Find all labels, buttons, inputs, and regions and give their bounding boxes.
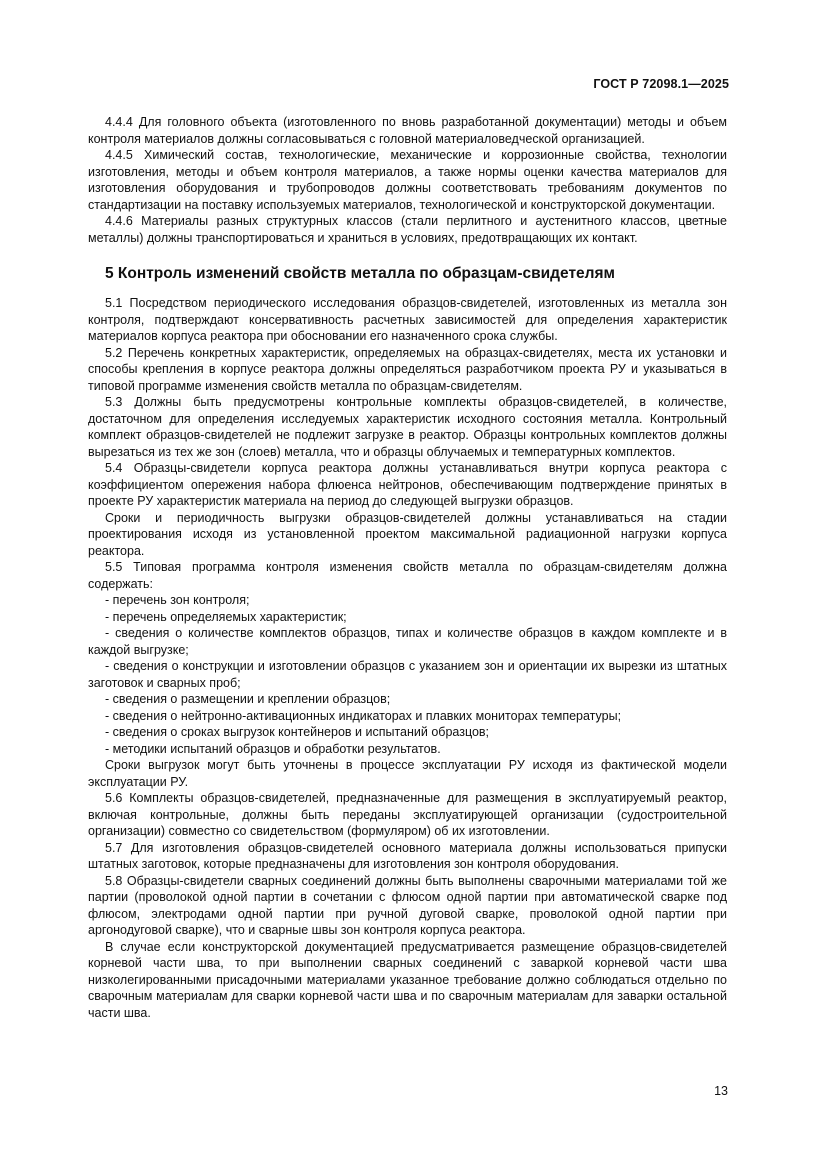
list-item: - перечень зон контроля; [105, 593, 250, 607]
paragraph: 4.4.6 Материалы разных структурных классов (стали перлитного и аустенитного классов, цветные металлы) должны транспортироваться и храниться в условиях, предотвращающих их контакт. [88, 214, 727, 245]
program-contents-list [88, 592, 727, 757]
list-item: - методики испытаний образцов и обработки результатов. [105, 741, 441, 756]
paragraph: 5.7 Для изготовления образцов-свидетелей основного материала должны использоваться припуски штатных заготовок, которые предназначены для изготовления зон контроля оборудования. [88, 840, 727, 871]
paragraph: 5.6 Комплекты образцов-свидетелей, предназначенные для размещения в эксплуатируемый реактор, включая контрольные, должны быть переданы эксплуатирующей организации (судостроительной организации) совместно со свидетельством (формуляром) об их изготовлении. [88, 791, 727, 838]
paragraph: 5.8 Образцы-свидетели сварных соединений должны быть выполнены сварочными материалами той же партии (проволокой одной партии в сочетании с флюсом одной партии при автоматической сварке под флюсом, электродами одной партии при ручной дуговой сварке, проволокой одной партии при аргонодуговой сварке), что и сварные швы зон контроля корпуса реактора. [88, 873, 727, 937]
list-item: - сведения о конструкции и изготовлении образцов с указанием зон и ориентации их вырезки из штатных заготовок и сварных проб; [88, 659, 727, 690]
paragraph: 5.5 Типовая программа контроля изменения свойств металла по образцам-свидетелям должна содержать: [88, 560, 727, 591]
paragraph: Сроки выгрузок могут быть уточнены в процессе эксплуатации РУ исходя из фактической модели эксплуатации РУ. [88, 758, 727, 789]
list-item: - сведения о количестве комплектов образцов, типах и количестве образцов в каждом комплекте и в каждой выгрузке; [88, 626, 727, 657]
list-item: - сведения о сроках выгрузок контейнеров и испытаний образцов; [105, 725, 490, 739]
paragraph: 4.4.4 Для головного объекта (изготовленного по вновь разработанной документации) методы и объем контроля материалов должны согласовываться с головной материаловедческой организацией. [88, 115, 727, 146]
paragraph: 4.4.5 Химический состав, технологические, механические и коррозионные свойства, технологии изготовления, методы и объем контроля материалов, а также нормы оценки качества материалов для изготовления оборудования и трубопроводов должны соответствовать требованиям документов по стандартизации на поставку используемых материалов, технологической и конструкторской документации. [88, 148, 727, 212]
paragraph: 5.3 Должны быть предусмотрены контрольные комплекты образцов-свидетелей, в количестве, достаточном для определения исследуемых характеристик исходного состояния металла. Контрольный комплект образцов-свидетелей не подлежит загрузке в реактор. Образцы контрольных комплектов должны вырезаться из тех же зон (слоев) металла, что и образцы облучаемых и температурных комплектов. [88, 395, 727, 459]
document-id-header: ГОСТ Р 72098.1—2025 [593, 77, 729, 91]
paragraph: 5.2 Перечень конкретных характеристик, определяемых на образцах-свидетелях, места их установки и способы крепления в корпусе реактора должны определяться разработчиком проекта РУ и указываться в типовой программе изменения свойств металла по образцам-свидетелям. [88, 345, 727, 393]
paragraph: Сроки и периодичность выгрузки образцов-свидетелей должны устанавливаться на стадии проектирования исходя из установленной проектом максимальной радиационной нагрузки корпуса реактора. [88, 510, 727, 558]
document-body [88, 114, 727, 1021]
section-heading: 5 Контроль изменений свойств металла по образцам-свидетелям [105, 265, 616, 282]
page-number: 13 [714, 1084, 728, 1098]
paragraph: 5.4 Образцы-свидетели корпуса реактора должны устанавливаться внутри корпуса реактора с коэффициентом опережения набора флюенса нейтронов, обеспечивающим подтверждение принятых в проекте РУ характеристик материала на период до следующей выгрузки образцов. [88, 461, 727, 508]
paragraph: 5.1 Посредством периодического исследования образцов-свидетелей, изготовленных из металла зон контроля, подтверждают консервативность расчетных зависимостей для определения характеристик материалов корпуса реактора при обосновании его назначенного срока службы. [88, 296, 727, 343]
list-item: - сведения о размещении и креплении образцов; [105, 692, 391, 706]
paragraph: В случае если конструкторской документацией предусматривается размещение образцов-свидетелей корневой части шва, то при выполнении сварных соединений с заваркой корневой части шва низколегированными присадочными материалами указанное требование должно соблюдаться отдельно по сварочным материалам для сварки корневой части шва и по сварочным материалам для заварки остальной части шва. [88, 939, 727, 1020]
list-item: - перечень определяемых характеристик; [105, 609, 347, 624]
list-item: - сведения о нейтронно-активационных индикаторах и плавких мониторах температуры; [105, 708, 622, 723]
